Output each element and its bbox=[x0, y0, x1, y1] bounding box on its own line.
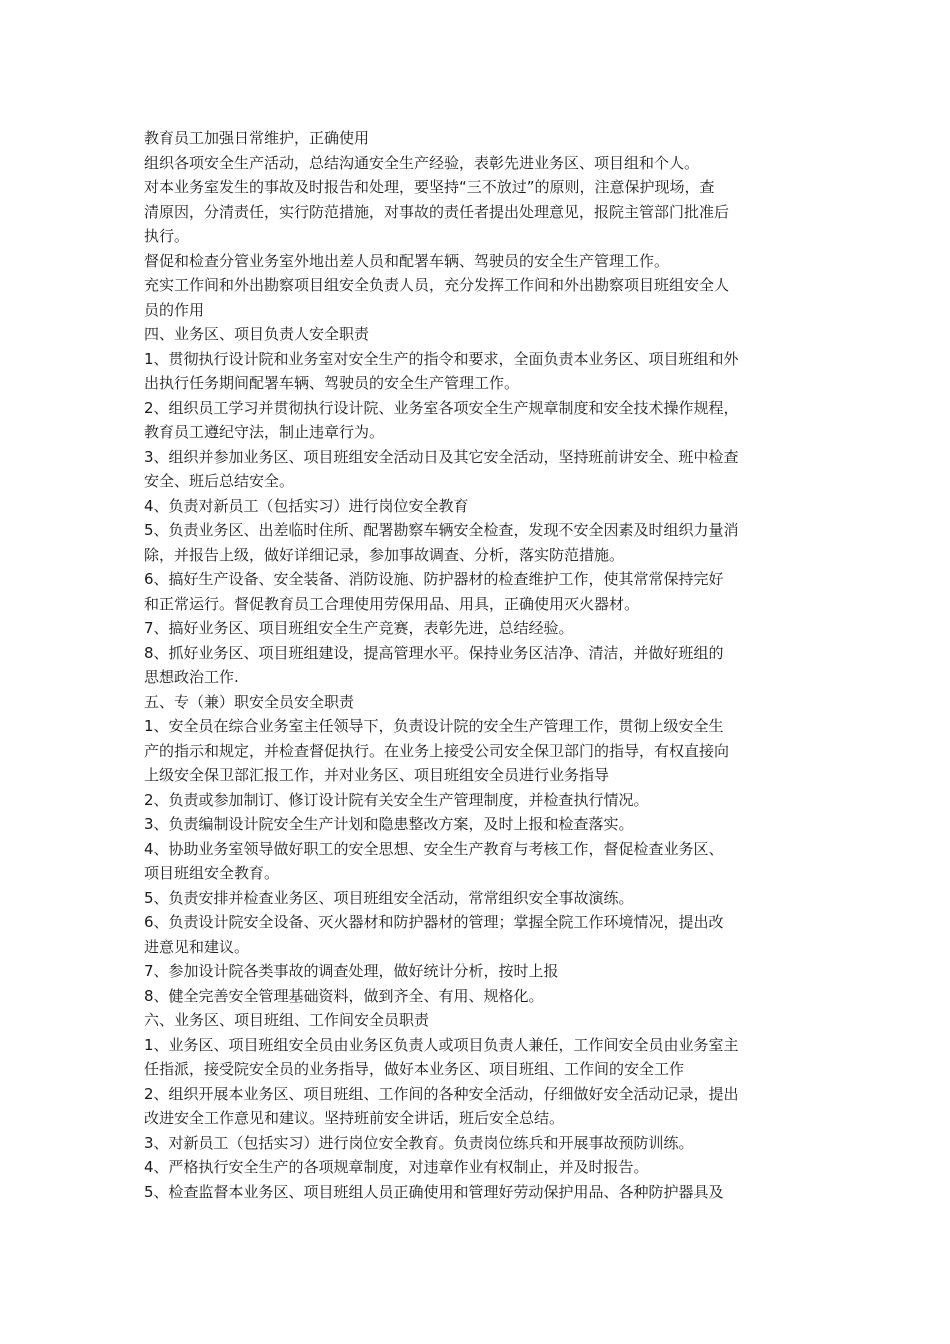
text-line: 组织各项安全生产活动，总结沟通安全生产经验，表彰先进业务区、项目组和个人。 bbox=[144, 153, 700, 172]
text-line: 上级安全保卫部汇报工作，并对业务区、项目班组安全员进行业务指导 bbox=[144, 766, 610, 784]
text-line: 1、业务区、项目班组安全员由业务区负责人或项目负责人兼任，工作间安全员由业务室主 bbox=[144, 1035, 739, 1054]
text-line: 思想政治工作. bbox=[144, 668, 239, 686]
text-line: 进意见和建议。 bbox=[144, 937, 250, 956]
section-heading-4: 四、业务区、项目负责人安全职责 bbox=[144, 325, 370, 343]
text-line: 执行。 bbox=[144, 227, 190, 245]
text-line: 7、参加设计院各类事故的调查处理，做好统计分析，按时上报 bbox=[144, 962, 559, 980]
text-line: 3、负责编制设计院安全生产计划和隐患整改方案，及时上报和检查落实。 bbox=[144, 815, 634, 833]
text-line: 2、负责或参加制订、修订设计院有关安全生产管理制度，并检查执行情况。 bbox=[144, 790, 649, 809]
text-line: 清原因，分清责任，实行防范措施，对事故的责任者提出处理意见，报院主管部门批准后 bbox=[144, 202, 730, 221]
text-line: 除，并报告上级，做好详细记录，参加事故调查、分析，落实防范措施。 bbox=[144, 545, 625, 564]
text-line: 安全、班后总结安全。 bbox=[144, 472, 295, 490]
text-line: 改进安全工作意见和建议。坚持班前安全讲话，班后安全总结。 bbox=[144, 1109, 565, 1127]
text-line: 出执行任务期间配署车辆、驾驶员的安全生产管理工作。 bbox=[144, 374, 520, 392]
text-line: 2、组织开展本业务区、项目班组、工作间的各种安全活动，仔细做好安全活动记录，提出 bbox=[144, 1084, 739, 1103]
text-line: 4、严格执行安全生产的各项规章制度，对违章作业有权制止，并及时报告。 bbox=[144, 1158, 649, 1176]
text-line: 项目班组安全教育。 bbox=[144, 864, 280, 882]
text-line: 督促和检查分管业务室外地出差人员和配署车辆、驾驶员的安全生产管理工作。 bbox=[144, 251, 670, 270]
text-line: 3、组织并参加业务区、项目班组安全活动日及其它安全活动，坚持班前讲安全、班中检查 bbox=[144, 447, 739, 466]
text-line: 1、安全员在综合业务室主任领导下，负责设计院的安全生产管理工作，贯彻上级安全生 bbox=[144, 717, 724, 735]
text-line: 教育员工加强日常维护，正确使用 bbox=[144, 129, 370, 147]
text-line: 4、负责对新员工（包括实习）进行岗位安全教育 bbox=[144, 496, 469, 515]
text-line: 6、搞好生产设备、安全装备、消防设施、防护器材的检查维护工作，使其常常保持完好 bbox=[144, 570, 724, 588]
text-line: 4、协助业务室领导做好职工的安全思想、安全生产教育与考核工作，督促检查业务区、 bbox=[144, 839, 724, 858]
text-line: 8、抓好业务区、项目班组建设，提高管理水平。保持业务区洁净、清洁，并做好班组的 bbox=[144, 643, 724, 662]
text-line: 5、负责安排并检查业务区、项目班组安全活动，常常组织安全事故演练。 bbox=[144, 888, 634, 907]
text-line: 5、负责业务区、出差临时住所、配署勘察车辆安全检查，发现不安全因素及时组织力量消 bbox=[144, 521, 739, 539]
text-line: 6、负责设计院安全设备、灭火器材和防护器材的管理；掌握全院工作环境情况，提出改 bbox=[144, 913, 724, 931]
text-line: 产的指示和规定，并检查督促执行。在业务上接受公司安全保卫部门的指导，有权直接向 bbox=[144, 741, 730, 760]
text-line: 2、组织员工学习并贯彻执行设计院、业务室各项安全生产规章制度和安全技术操作规程， bbox=[144, 398, 739, 417]
text-line: 8、健全完善安全管理基础资料，做到齐全、有用、规格化。 bbox=[144, 986, 544, 1005]
text-line: 员的作用 bbox=[144, 300, 205, 319]
text-line: 3、对新员工（包括实习）进行岗位安全教育。负责岗位练兵和开展事故预防训练。 bbox=[144, 1133, 694, 1152]
document-body bbox=[144, 126, 814, 1204]
text-line: 教育员工遵纪守法，制止违章行为。 bbox=[144, 423, 385, 441]
text-line: 充实工作间和外出勘察项目组安全负责人员，充分发挥工作间和外出勘察项目班组安全人 bbox=[144, 276, 730, 294]
text-line: 任指派，接受院安全员的业务指导，做好本业务区、项目班组、工作间的安全工作 bbox=[144, 1060, 685, 1078]
text-line: 和正常运行。督促教育员工合理使用劳保用品、用具，正确使用灭火器材。 bbox=[144, 594, 640, 613]
text-line: 1、贯彻执行设计院和业务室对安全生产的指令和要求，全面负责本业务区、项目班组和外 bbox=[144, 349, 739, 368]
text-line: 5、检查监督本业务区、项目班组人员正确使用和管理好劳动保护用品、各种防护器具及 bbox=[144, 1182, 724, 1201]
section-heading-5: 五、专（兼）职安全员安全职责 bbox=[144, 692, 355, 711]
text-line: 7、搞好业务区、项目班组安全生产竞赛，表彰先进，总结经验。 bbox=[144, 619, 574, 637]
section-heading-6: 六、业务区、项目班组、工作间安全员职责 bbox=[144, 1011, 430, 1029]
text-line: 对本业务室发生的事故及时报告和处理，要坚持“三不放过”的原则，注意保护现场，查 bbox=[144, 178, 715, 196]
